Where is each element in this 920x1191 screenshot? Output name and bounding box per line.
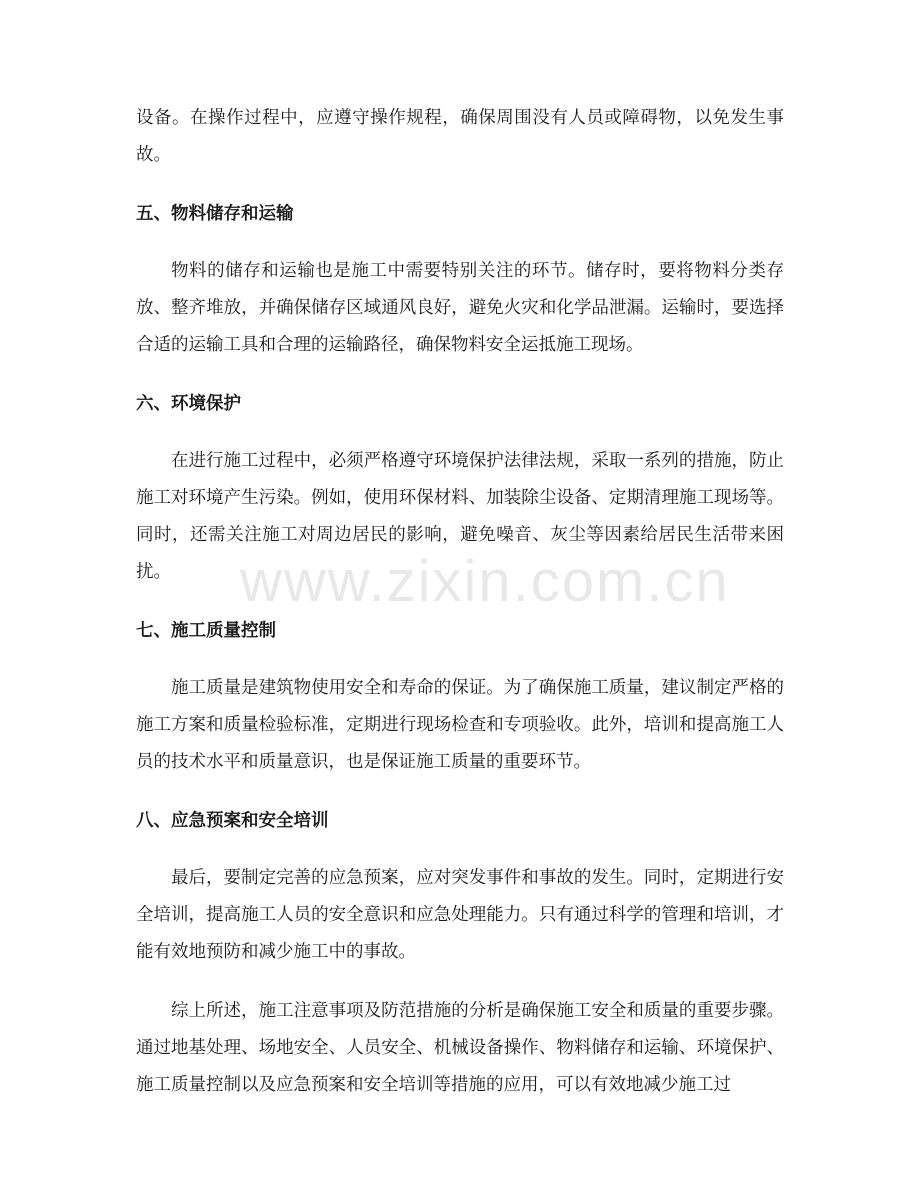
section-8-paragraph: 最后，要制定完善的应急预案，应对突发事件和事故的发生。同时，定期进行安全培训，提高施工人员的安全意识和应急处理能力。只有通过科学的管理和培训，才能有效地预防和减少施工中的事故。 xyxy=(136,868,784,962)
section-7-paragraph: 施工质量是建筑物使用安全和寿命的保证。为了确保施工质量，建议制定严格的施工方案和质量检验标准，定期进行现场检查和专项验收。此外，培训和提高施工人员的技术水平和质量意识，也是保证施工质量的重要环节。 xyxy=(136,678,784,772)
section-6-paragraph: 在进行施工过程中，必须严格遵守环境保护法律法规，采取一系列的措施，防止施工对环境产生污染。例如，使用环保材料、加装除尘设备、定期清理施工现场等。同时，还需关注施工对周边居民的影响，避免噪音、灰尘等因素给居民生活带来困扰。 xyxy=(136,451,784,582)
section-5-paragraph: 物料的储存和运输也是施工中需要特别关注的环节。储存时，要将物料分类存放、整齐堆放，并确保储存区域通风良好，避免火灾和化学品泄漏。运输时，要选择合适的运输工具和合理的运输路径，确保物料安全运抵施工现场。 xyxy=(136,261,784,355)
intro-continuation-paragraph: 设备。在操作过程中，应遵守操作规程，确保周围没有人员或障碍物，以免发生事故。 xyxy=(136,108,784,165)
document-body xyxy=(136,100,784,1104)
watermark-text: www.zixin.com.cn xyxy=(240,549,730,614)
section-7-heading: 七、施工质量控制 xyxy=(136,621,276,641)
section-8-heading: 八、应急预案和安全培训 xyxy=(136,811,329,831)
conclusion-paragraph: 综上所述，施工注意事项及防范措施的分析是确保施工安全和质量的重要步骤。通过地基处理、场地安全、人员安全、机械设备操作、物料储存和运输、环境保护、施工质量控制以及应急预案和安全培训等措施的应用，可以有效地减少施工过 xyxy=(136,1001,784,1095)
section-5-heading: 五、物料储存和运输 xyxy=(136,204,294,224)
section-6-heading: 六、环境保护 xyxy=(136,394,241,414)
